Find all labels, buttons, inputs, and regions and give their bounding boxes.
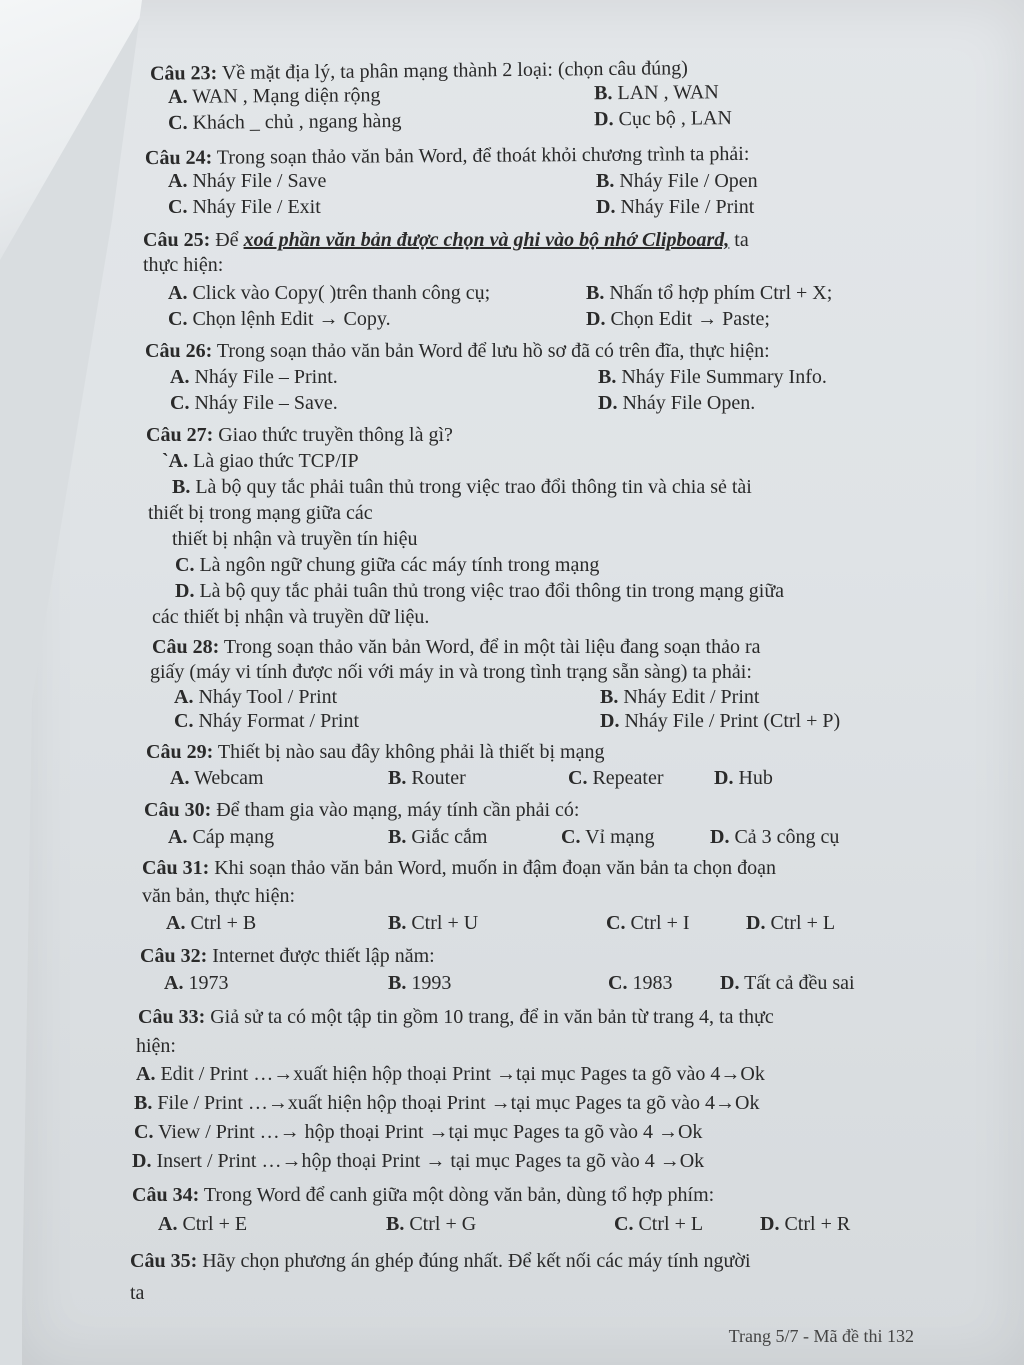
- q27-line-b: B. Là bộ quy tắc phải tuân thủ trong việc trao đổi thông tin và chia sẻ tài: [172, 476, 752, 498]
- question-text: Về mặt địa lý, ta phân mạng thành 2 loại: (chọn câu đúng): [217, 57, 688, 85]
- q27-line-a: `A. Là giao thức TCP/IP: [162, 450, 359, 472]
- option-a: A. Ctrl + B: [166, 912, 257, 934]
- q33-line-a: A. Edit / Print …→xuất hiện hộp thoại Print →tại mục Pages ta gõ vào 4→Ok: [136, 1063, 765, 1085]
- question-33-line-2: hiện:: [136, 1035, 176, 1057]
- question-30: Câu 30: Để tham gia vào mạng, máy tính cần phải có:: [144, 799, 580, 821]
- q27-line-d-cont: các thiết bị nhận và truyền dữ liệu.: [152, 606, 430, 628]
- question-26: Câu 26: Trong soạn thảo văn bản Word để lưu hồ sơ đã có trên đĩa, thực hiện:: [145, 340, 770, 362]
- option-c: C. Ctrl + I: [606, 912, 690, 934]
- option-a: A. WAN , Mạng diện rộng: [168, 84, 381, 108]
- option-d: D. Tất cả đều sai: [720, 972, 855, 994]
- option-b: B. LAN , WAN: [594, 81, 719, 105]
- question-25-line-2: thực hiện:: [143, 254, 224, 276]
- q33-line-d: D. Insert / Print …→hộp thoại Print → tại mục Pages ta gõ vào 4 →Ok: [132, 1150, 705, 1172]
- option-d: D. Cục bộ , LAN: [594, 107, 732, 131]
- option-c: C. Nháy File / Exit: [168, 196, 321, 218]
- question-32: Câu 32: Internet được thiết lập năm:: [140, 945, 435, 967]
- q27-line-c: C. Là ngôn ngữ chung giữa các máy tính trong mạng: [175, 554, 600, 576]
- question-35: Câu 35: Hãy chọn phương án ghép đúng nhất. Để kết nối các máy tính người: [130, 1250, 751, 1272]
- option-c: C. Chọn lệnh Edit → Copy.: [168, 308, 391, 330]
- option-a: A. Nháy Tool / Print: [174, 686, 338, 708]
- question-34: Câu 34: Trong Word để canh giữa một dòng văn bản, dùng tổ hợp phím:: [132, 1184, 715, 1206]
- option-d: D. Cả 3 công cụ: [710, 826, 840, 848]
- option-b: B. Nháy File / Open: [596, 170, 758, 192]
- question-35-line-2: ta: [130, 1282, 145, 1304]
- option-a: A. Click vào Copy( )trên thanh công cụ;: [168, 282, 491, 304]
- question-25: Câu 25: Để xoá phần văn bản được chọn và ghi vào bộ nhớ Clipboard, ta: [143, 229, 749, 251]
- q27-line-b-cont-1: thiết bị trong mạng giữa các: [148, 502, 373, 524]
- option-d: D. Nháy File / Print (Ctrl + P): [600, 710, 841, 732]
- option-d: D. Ctrl + L: [746, 912, 836, 934]
- option-c: C. Ctrl + L: [614, 1213, 704, 1235]
- q33-line-c: C. View / Print …→ hộp thoại Print →tại mục Pages ta gõ vào 4 →Ok: [134, 1121, 703, 1143]
- option-b: B. Router: [388, 767, 466, 789]
- question-28-line-2: giấy (máy vi tính được nối với máy in và trong tình trạng sẵn sàng) ta phải:: [150, 661, 752, 683]
- option-a: A. Webcam: [170, 767, 264, 789]
- question-29: Câu 29: Thiết bị nào sau đây không phải là thiết bị mạng: [146, 741, 605, 763]
- option-b: B. 1993: [388, 972, 452, 994]
- option-d: D. Nháy File Open.: [598, 392, 756, 414]
- page-footer: Trang 5/7 - Mã đề thi 132: [728, 1326, 914, 1346]
- q33-line-b: B. File / Print …→xuất hiện hộp thoại Print →tại mục Pages ta gõ vào 4→Ok: [134, 1092, 760, 1114]
- option-b: B. Giắc cắm: [388, 826, 488, 848]
- option-c: C. Nháy Format / Print: [174, 710, 359, 732]
- option-b: B. Nháy Edit / Print: [600, 686, 760, 708]
- question-31: Câu 31: Khi soạn thảo văn bản Word, muốn in đậm đoạn văn bản ta chọn đoạn: [142, 857, 777, 879]
- option-c: C. Nháy File – Save.: [170, 392, 338, 414]
- question-33: Câu 33: Giả sử ta có một tập tin gồm 10 trang, để in văn bản từ trang 4, ta thực: [138, 1006, 774, 1028]
- q27-line-b-cont-2: thiết bị nhận và truyền tín hiệu: [172, 528, 418, 550]
- option-c: C. 1983: [608, 972, 673, 994]
- question-24: Câu 24: Trong soạn thảo văn bản Word, để thoát khỏi chương trình ta phải:: [144, 142, 750, 170]
- option-a: A. Nháy File / Save: [168, 170, 327, 192]
- option-b: B. Nháy File Summary Info.: [598, 366, 827, 388]
- option-c: C. Khách _ chủ , ngang hàng: [168, 109, 402, 134]
- option-b: B. Ctrl + U: [388, 912, 479, 934]
- q27-line-d: D. Là bộ quy tắc phải tuân thủ trong việc trao đổi thông tin trong mạng giữa: [175, 580, 785, 602]
- option-d: D. Nháy File / Print: [596, 196, 755, 218]
- option-d: D. Ctrl + R: [760, 1213, 851, 1235]
- option-a: A. Ctrl + E: [158, 1213, 248, 1235]
- option-a: A. 1973: [164, 972, 229, 994]
- option-d: D. Hub: [714, 767, 773, 789]
- question-28: Câu 28: Trong soạn thảo văn bản Word, để in một tài liệu đang soạn thảo ra: [152, 636, 761, 658]
- option-a: A. Cáp mạng: [168, 826, 275, 848]
- option-a: A. Nháy File – Print.: [170, 366, 338, 388]
- option-c: C. Repeater: [568, 767, 664, 789]
- question-31-line-2: văn bản, thực hiện:: [142, 885, 296, 907]
- option-c: C. Vỉ mạng: [561, 826, 655, 848]
- option-d: D. Chọn Edit → Paste;: [586, 308, 770, 330]
- question-27: Câu 27: Giao thức truyền thông là gì?: [146, 424, 453, 446]
- option-b: B. Nhấn tổ hợp phím Ctrl + X;: [586, 282, 833, 304]
- option-b: B. Ctrl + G: [386, 1213, 477, 1235]
- question-number: Câu 23:: [149, 62, 218, 85]
